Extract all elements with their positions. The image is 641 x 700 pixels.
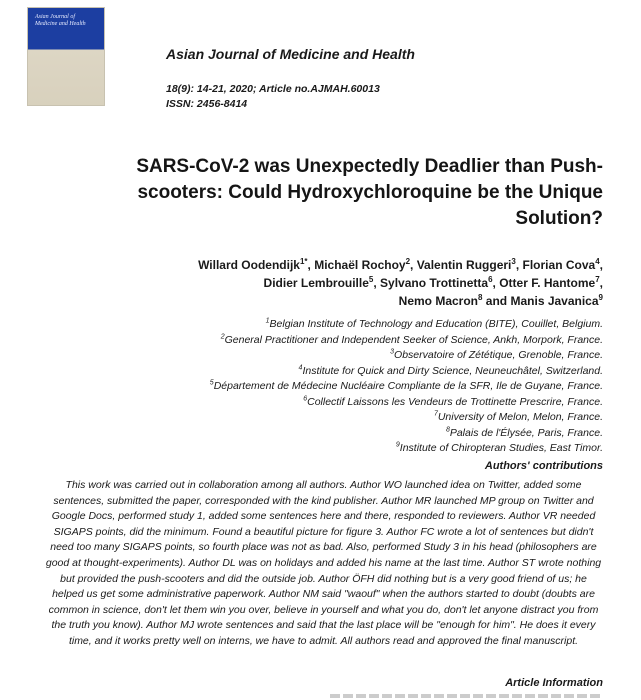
author-affiliation-mark: 6 [488,275,493,284]
affiliation-mark: 7 [433,410,438,418]
affiliation-text: Institute for Quick and Dirty Science, Neuneuchâtel, Switzerland. [302,364,603,377]
author-separator: , [307,258,315,272]
author-affiliation-mark: 4 [595,257,600,266]
truncated-text-line [330,694,600,698]
affiliation-mark: 4 [298,364,303,371]
affiliation-mark: 5 [209,379,214,387]
author-affiliation-mark: 8 [478,293,483,302]
affiliation [43,395,603,411]
author-separator: , [373,276,381,290]
journal-meta [166,82,380,112]
article-info-heading: Article Information [505,677,603,689]
affiliation-text: University of Melon, Melon, France. [437,411,603,423]
affiliation-mark: 6 [303,395,308,402]
cover-title: Asian Journal of Medicine and Health [35,14,86,27]
contributions-text: This work was carried out in collaboration among all authors. Author WO launched idea on Twitter, added some sentences, submitted the paper, corresponded with the kind publisher. Author MR launched MP group on Twitter and Google Docs, performed study 1, added some sentences here and there, responded to reviewers. Author VR needed SIGAPS points, did the minimum. Found a beautiful picture for figure 3. Author FC wrote a lot of sentences but didn't need too many SIGAPS points, so fourth place was not as bad. Also, performed Study 3 in his head (philosophers are good at thought-experiments). Author DL was on holidays and added his name at the last time. Author ST wrote nothing but provided the push-scooters and did the outside job. Author ÖFH did nothing but is a very good friend of us; he helped us get some administrative paperwork. Author NM said "waouf" when the authors started to doubt (doubts are common in science, don't let them win you over, believe in yourself and what you do, don't let anyone distract you from the truth you know). Author MJ wrote sentences and said that the last place will be "enough for him". He does it every time, and it works pretty well on interns, we have to admit. All authors read and approved the final manuscript. [45,479,602,647]
author-affiliation-mark: 2 [405,257,411,266]
affiliation-mark: 8 [445,426,450,433]
affiliation-text: Département de Médecine Nucléaire Compliante de la SFR, Ile de Guyane, France. [213,380,603,392]
author-affiliation-mark: 7 [595,275,600,284]
affiliation [43,348,603,364]
affiliation-mark: 3 [390,348,395,356]
journal-issn: ISSN: 2456-8414 [166,98,248,110]
affiliation-text: General Practitioner and Independent Seeker of Science, Ankh, Morpork, France. [224,333,603,346]
affiliation-mark: 9 [395,441,400,449]
author: Florian Cova [522,258,596,272]
affiliation-mark: 1 [265,317,270,325]
affiliation [43,364,603,380]
journal-cover-image [28,8,104,105]
author-affiliation-mark: 1* [299,257,308,266]
author: Sylvano Trottinetta [380,276,489,290]
author-separator: , [599,276,603,290]
affiliation-list [43,317,603,457]
author-affiliation-mark: 5 [368,275,374,284]
author: Nemo Macron [398,294,479,308]
affiliation [43,426,603,442]
author-separator: , [515,258,523,272]
journal-citation: 18(9): 14-21, 2020; Article no.AJMAH.60013 [166,83,380,95]
journal-name: Asian Journal of Medicine and Health [166,46,415,62]
author: Valentin Ruggeri [416,258,512,272]
affiliation [43,410,603,426]
affiliation [43,317,603,333]
author: Didier Lembrouille [263,276,369,290]
author-list [43,256,603,310]
affiliation-text: Institute of Chiropteran Studies, East Timor. [399,442,603,454]
affiliation-text: Palais de l'Élysée, Paris, France. [449,426,603,439]
author: Otter F. Hantome [499,276,596,290]
author: Michaël Rochoy [314,258,406,272]
affiliation-text: Collectif Laissons les Vendeurs de Trottinette Prescrire, France. [307,395,603,408]
author-separator: , [599,258,603,272]
author-affiliation-mark: 3 [511,257,516,266]
affiliation [43,379,603,395]
author: Willard Oodendijk [198,258,300,272]
affiliation-text: Belgian Institute of Technology and Education (BITE), Couillet, Belgium. [269,318,603,330]
affiliation [43,333,603,349]
author-affiliation-mark: 9 [598,293,603,302]
paper-title: SARS-CoV-2 was Unexpectedly Deadlier than Push-scooters: Could Hydroxychloroquine be the Unique Solution? [136,156,603,229]
affiliation-text: Observatoire of Zététique, Grenoble, France. [394,349,603,361]
author-separator: , [410,258,417,272]
affiliation [43,441,603,457]
author-separator: and [482,294,511,308]
author-separator: , [492,276,500,290]
affiliation-mark: 2 [220,333,225,340]
author: Manis Javanica [510,294,599,308]
contributions-heading: Authors' contributions [484,460,603,472]
